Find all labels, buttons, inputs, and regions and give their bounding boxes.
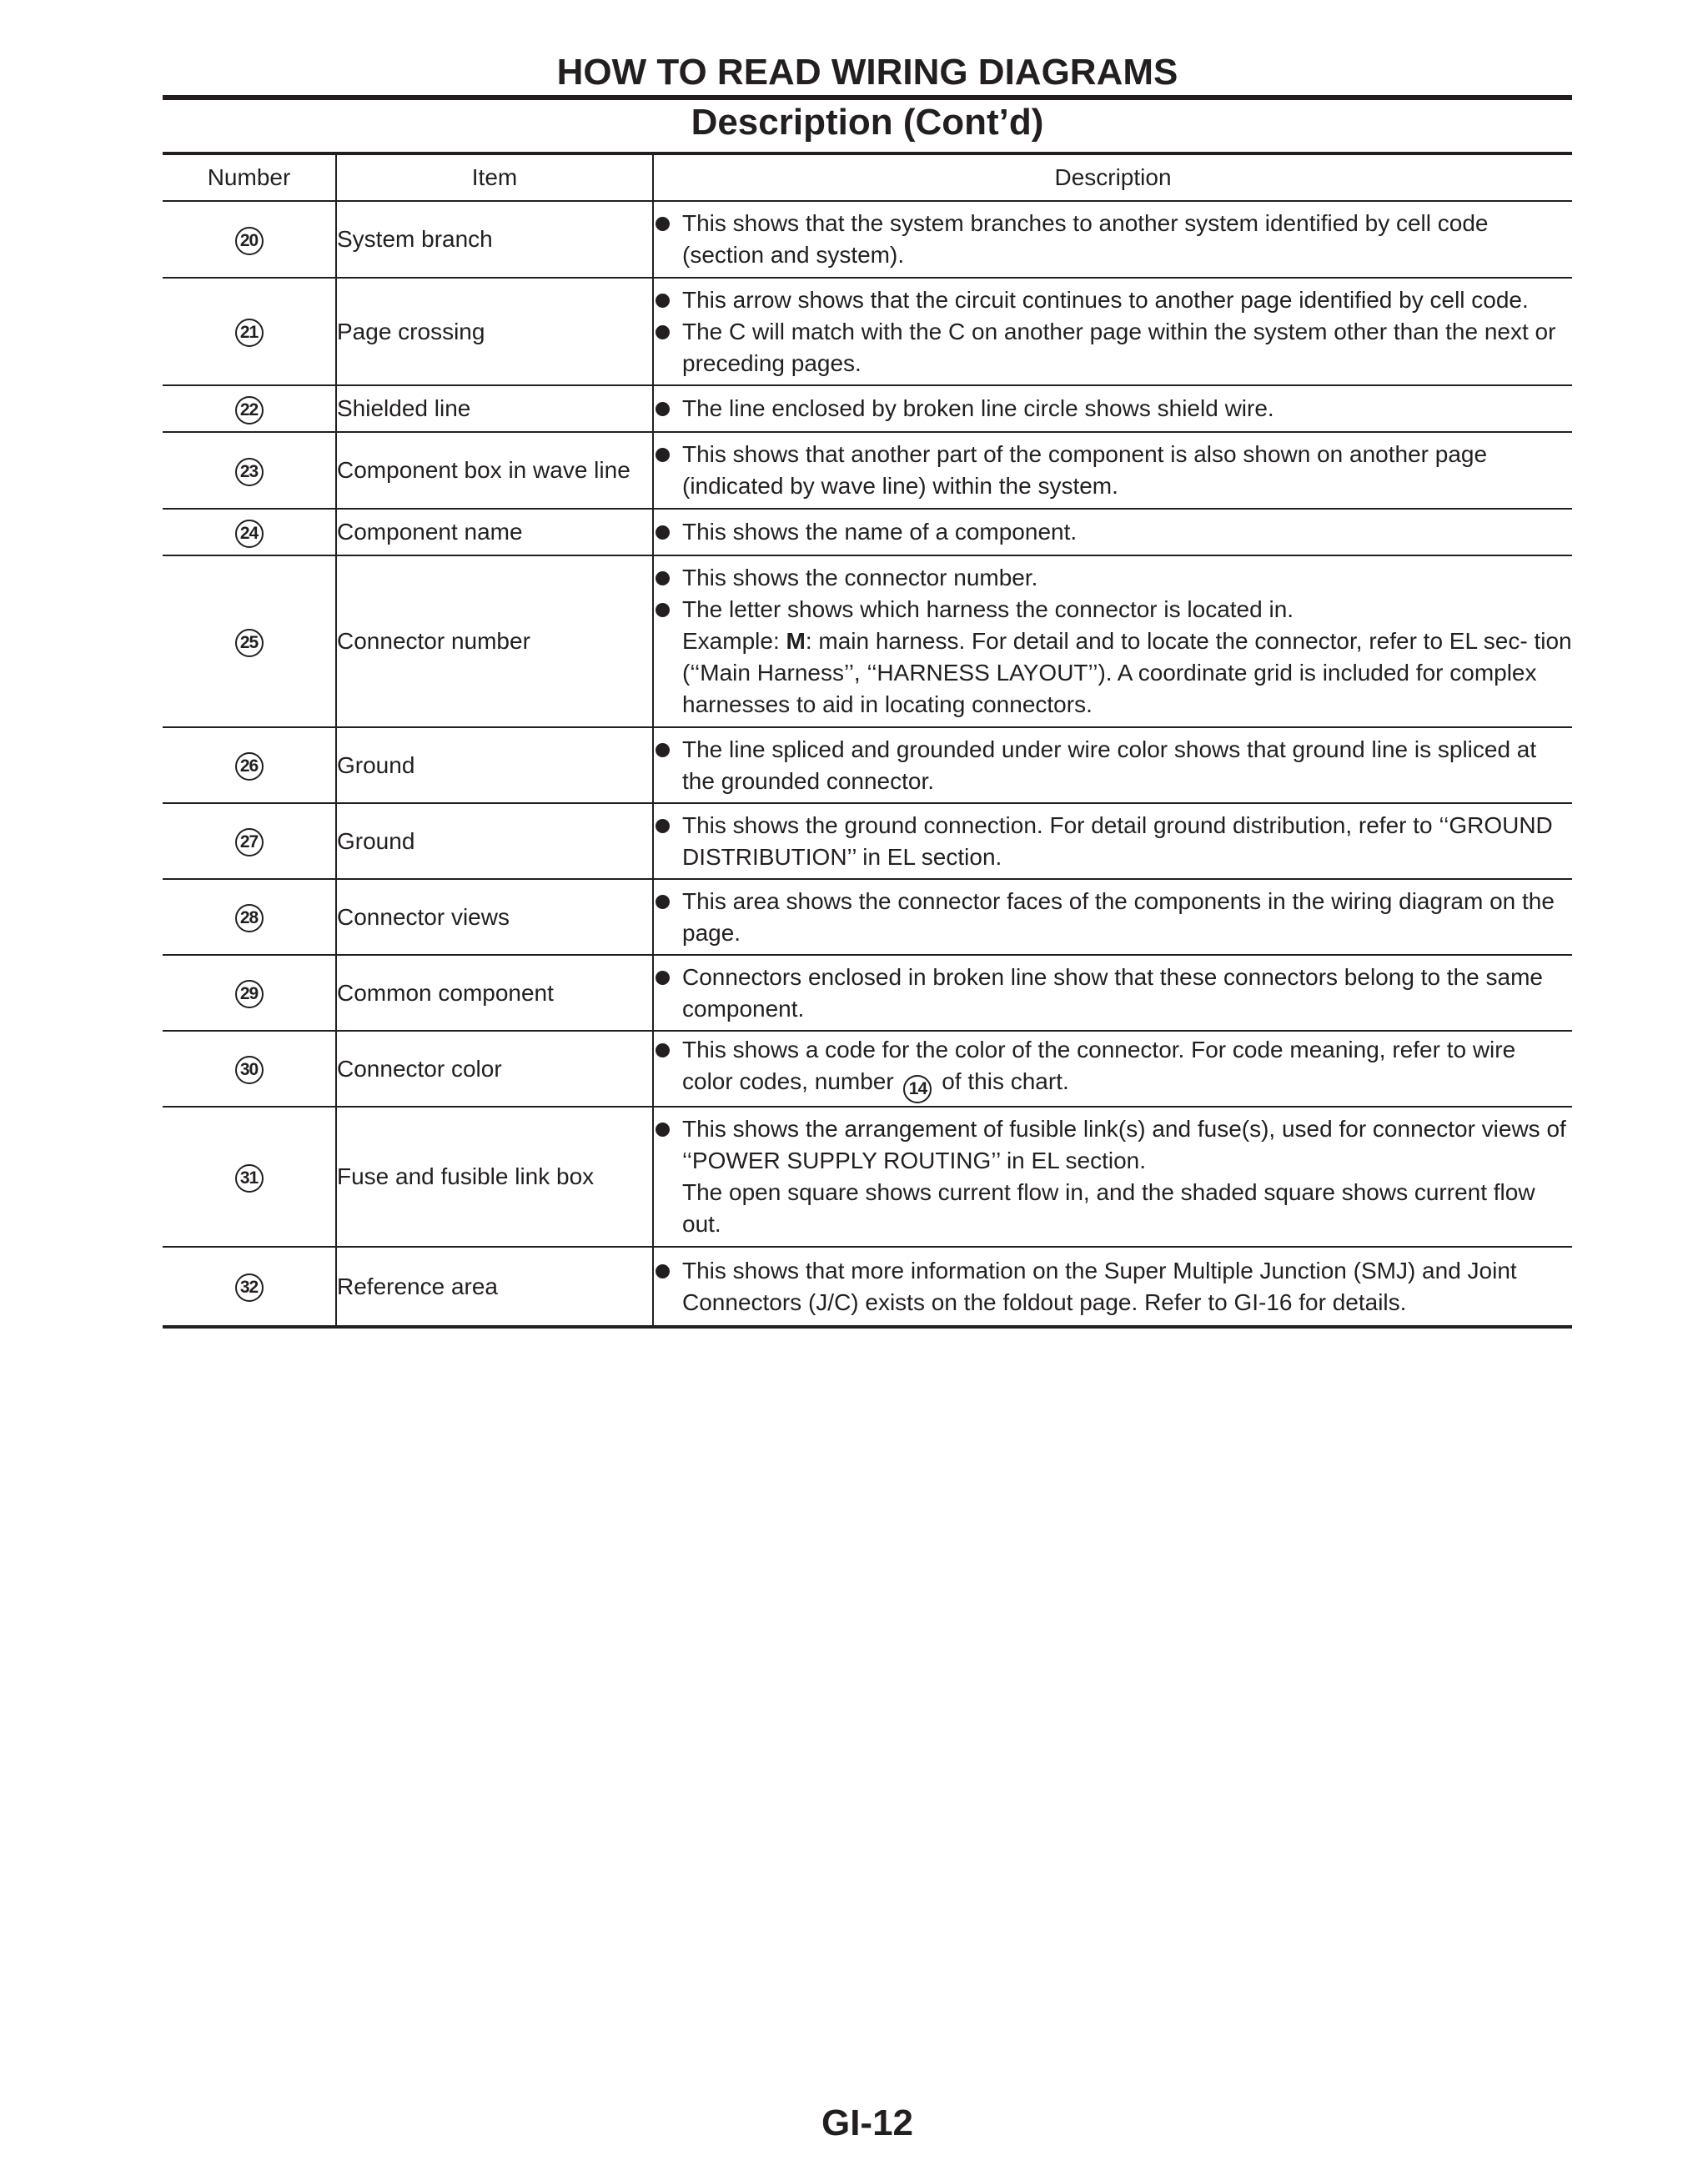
circled-number: 29: [235, 980, 264, 1008]
table-row: [163, 432, 1572, 509]
example-prefix: Example:: [682, 628, 786, 654]
circled-number: 22: [235, 396, 264, 424]
table-row: [163, 955, 1572, 1031]
row-description: [653, 432, 1572, 509]
row-number-cell: [163, 432, 336, 509]
example-text: : main harness. For detail and to locate the connector, refer to EL sec- tion (‘‘Main Harness’’, ‘‘HARNESS LAYOUT’’). A coordinate grid is included for complex harnesses to aid in locating connectors.: [682, 628, 1572, 717]
row-number-cell: [163, 385, 336, 432]
bullet-text: This shows the name of a component.: [654, 516, 1572, 548]
bullet-text: The line spliced and grounded under wire color shows that ground line is spliced at the grounded connector.: [654, 734, 1572, 797]
row-number-cell: [163, 1031, 336, 1107]
circled-number: 28: [235, 904, 264, 932]
row-description: [653, 727, 1572, 803]
table-row: [163, 509, 1572, 555]
row-description: [653, 1107, 1572, 1247]
row-number-cell: [163, 509, 336, 555]
bullet-text: The C will match with the C on another page within the system other than the next or preceding pages.: [654, 316, 1572, 379]
column-header-item: Item: [336, 155, 653, 201]
table-row: [163, 278, 1572, 385]
row-number-cell: [163, 1107, 336, 1247]
example-paragraph: [654, 625, 1572, 721]
description-table: [163, 155, 1572, 1329]
bullet-text: This shows that another part of the component is also shown on another page (indicated by wave line) within the system.: [654, 439, 1572, 502]
bullet-text: This shows the ground connection. For detail ground distribution, refer to ‘‘GROUND DISTRIBUTION’’ in EL section.: [654, 810, 1572, 873]
row-item: Common component: [336, 955, 653, 1031]
page-title: HOW TO READ WIRING DIAGRAMS: [556, 52, 1178, 93]
page-number: GI-12: [821, 2102, 914, 2143]
row-item: System branch: [336, 201, 653, 278]
row-number-cell: [163, 555, 336, 727]
page-subtitle: Description (Cont’d): [691, 102, 1044, 143]
row-number-cell: [163, 278, 336, 385]
circled-number: 30: [235, 1056, 264, 1084]
row-description: [653, 509, 1572, 555]
row-description: [653, 1031, 1572, 1107]
table-row: [163, 555, 1572, 727]
row-description: [653, 385, 1572, 432]
bullet-text: [654, 1034, 1572, 1103]
table-header-row: [163, 155, 1572, 201]
circled-number: 27: [235, 828, 264, 856]
row-number-cell: [163, 955, 336, 1031]
row-description: [653, 1247, 1572, 1327]
bullet-text: This shows the connector number.: [654, 562, 1572, 594]
row-item: Connector color: [336, 1031, 653, 1107]
circled-number: 31: [235, 1164, 264, 1193]
row-item: Component name: [336, 509, 653, 555]
circled-number: 23: [235, 458, 264, 486]
row-number-cell: [163, 201, 336, 278]
table-row: [163, 879, 1572, 955]
row-item: Page crossing: [336, 278, 653, 385]
row-description: [653, 201, 1572, 278]
bullet-text: This shows the arrangement of fusible link(s) and fuse(s), used for connector views of ‘‘POWER SUPPLY ROUTING’’ in EL section.: [654, 1113, 1572, 1177]
table-row: [163, 1031, 1572, 1107]
row-number-cell: [163, 1247, 336, 1327]
harness-letter: M: [786, 628, 806, 654]
row-item: Connector views: [336, 879, 653, 955]
column-header-number: Number: [163, 155, 336, 201]
table-row: [163, 1107, 1572, 1247]
row-description: [653, 955, 1572, 1031]
column-header-description: Description: [653, 155, 1572, 201]
row-description: [653, 555, 1572, 727]
bullet-text: The letter shows which harness the connector is located in.: [654, 594, 1572, 625]
table-row: [163, 727, 1572, 803]
row-item: Fuse and fusible link box: [336, 1107, 653, 1247]
row-number-cell: [163, 803, 336, 879]
circled-number-reference: 14: [903, 1075, 932, 1103]
table-row: [163, 201, 1572, 278]
row-item: Ground: [336, 727, 653, 803]
circled-number: 21: [235, 319, 264, 347]
bullet-text: Connectors enclosed in broken line show that these connectors belong to the same component.: [654, 962, 1572, 1025]
circled-number: 25: [235, 629, 264, 657]
bullet-text: The line enclosed by broken line circle shows shield wire.: [654, 393, 1572, 424]
circled-number: 26: [235, 752, 264, 781]
bullet-text: This area shows the connector faces of the components in the wiring diagram on the page.: [654, 886, 1572, 949]
circled-number: 24: [235, 520, 264, 548]
row-item: Reference area: [336, 1247, 653, 1327]
color-code-text-end: of this chart.: [942, 1068, 1069, 1094]
row-item: Connector number: [336, 555, 653, 727]
bullet-text: This arrow shows that the circuit continues to another page identified by cell code.: [654, 284, 1572, 316]
row-item: Component box in wave line: [336, 432, 653, 509]
row-number-cell: [163, 727, 336, 803]
table-row: [163, 1247, 1572, 1327]
circled-number: 20: [235, 227, 264, 255]
circled-number: 32: [235, 1273, 264, 1302]
table-row: [163, 385, 1572, 432]
bullet-text: This shows that the system branches to another system identified by cell code (section and system).: [654, 208, 1572, 271]
row-description: [653, 879, 1572, 955]
bullet-text: This shows that more information on the Super Multiple Junction (SMJ) and Joint Connectors (J/C) exists on the foldout page. Refer to GI-16 for details.: [654, 1255, 1572, 1319]
color-code-text: This shows a code for the color of the connector. For code meaning, refer to wire color codes, number: [682, 1037, 1516, 1094]
row-number-cell: [163, 879, 336, 955]
row-item: Shielded line: [336, 385, 653, 432]
extra-paragraph: The open square shows current flow in, and the shaded square shows current flow out.: [682, 1179, 1535, 1237]
row-description: [653, 803, 1572, 879]
row-item: Ground: [336, 803, 653, 879]
row-description: [653, 278, 1572, 385]
table-row: [163, 803, 1572, 879]
